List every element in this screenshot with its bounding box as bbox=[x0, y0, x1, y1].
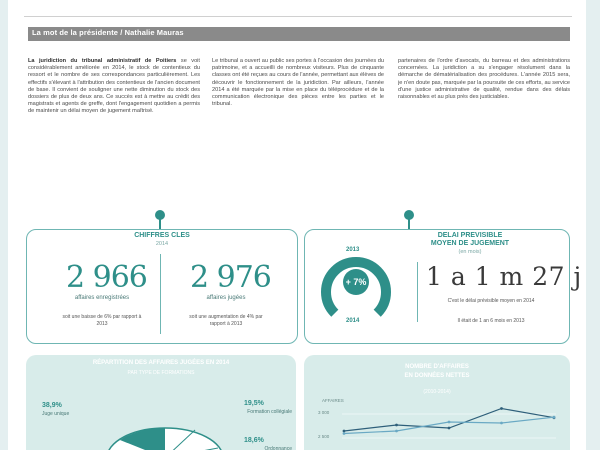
data-point bbox=[343, 430, 346, 433]
intro-text-2: Le tribunal a ouvert au public ses portes à l'occasion des journées du patrimoine, et a accueilli de nombreux visiteurs. Plus de cinquante classes ont été reçues au cours de l'année, permettant aux élèves de découvrir le fonctionnement de la juridiction. Par ailleurs, l'année 2014 a été marquée par la mise en place du téléprocédure et de la communication électronique des pièces entre les parties et le tribunal. bbox=[212, 58, 384, 108]
page-edge-right bbox=[586, 0, 600, 450]
evolution-subtitle: (2010-2014) bbox=[423, 389, 451, 395]
distribution-right2-label: Ordonnance bbox=[264, 446, 292, 450]
delay-title-1: DELAI PREVISIBLE bbox=[437, 232, 503, 239]
delay-note-2: Il était de 1 an 6 mois en 2013 bbox=[457, 318, 525, 324]
key-figures-title: CHIFFRES CLES bbox=[134, 232, 190, 239]
distribution-right-label: Formation collégiale bbox=[247, 409, 292, 415]
data-point bbox=[448, 427, 451, 430]
y-tick-3000: 3 000 bbox=[318, 410, 330, 415]
evolution-title-1: NOMBRE D'AFFAIRES bbox=[405, 364, 469, 370]
data-point bbox=[500, 422, 503, 425]
intro-column-3 bbox=[398, 58, 570, 166]
registered-note: soit une baisse de 6% par rapport à 2013 bbox=[62, 314, 142, 327]
delay-subtitle: (en mois) bbox=[458, 249, 482, 255]
pin-stem bbox=[159, 218, 161, 229]
data-point bbox=[395, 430, 398, 433]
key-figures-year: 2014 bbox=[155, 241, 169, 247]
data-point bbox=[448, 421, 451, 424]
intro-column-2 bbox=[212, 58, 384, 166]
pin-stem bbox=[408, 218, 410, 229]
gauge-top-year: 2013 bbox=[346, 247, 360, 253]
data-point bbox=[500, 407, 503, 410]
registered-label: affaires enregistrées bbox=[74, 295, 130, 301]
section-banner bbox=[28, 27, 570, 41]
registered-value: 2 966 bbox=[66, 260, 147, 295]
banner-title: La mot de la présidente / Nathalie Mauras bbox=[32, 28, 184, 37]
series-label: AFFAIRES bbox=[322, 398, 344, 403]
distribution-left-pct: 38,9% bbox=[42, 402, 62, 409]
data-point bbox=[395, 424, 398, 427]
page-edge-left bbox=[0, 0, 8, 450]
evolution-title-2: EN DONNÉES NETTES bbox=[404, 373, 470, 379]
delay-divider bbox=[417, 262, 418, 322]
judged-label: affaires jugées bbox=[206, 295, 246, 301]
gauge-change: + 7% bbox=[345, 277, 367, 287]
intro-text-3: partenaires de l'ordre d'avocats, du barreau et des administrations concernées. La juridiction a su s'engager résolument dans la démarche de dématérialisation des procédures. L'année 2015 sera, je n'en doute pas, marquée par la poursuite de ces efforts, au service d'une justice administrative de qualité, rendue dans des délais raisonnables et au plus près des justiciables. bbox=[398, 58, 570, 101]
evolution-chart bbox=[320, 400, 558, 450]
data-point bbox=[343, 432, 346, 435]
intro-text-1: se voit considérablement améliorée en 2014, le stock de contentieux du ressort et le nombre de ses correspondances particulièrement. Les effectifs s'élevant à l'attribution des contentieux de l'ancien document de base. Il convient de souligner une nette diminution du stock des dossiers de plus de deux ans. Ce succès est à mettre au crédit des magistrats et agents de greffe, dont l'engagement quotidien a permis de maintenir un délai moyen de jugement maîtrisé. bbox=[28, 58, 200, 115]
series-line-jugées bbox=[344, 417, 554, 433]
distribution-right2-pct: 18,6% bbox=[244, 437, 264, 444]
figures-divider bbox=[160, 254, 161, 334]
distribution-title: RÉPARTITION DES AFFAIRES JUGÉES EN 2014 bbox=[92, 360, 230, 366]
delay-title-2: MOYEN DE JUGEMENT bbox=[430, 240, 510, 247]
y-tick-2500: 2 500 bbox=[318, 434, 330, 439]
gauge-bottom-year: 2014 bbox=[346, 318, 360, 324]
distribution-left-label: Juge unique bbox=[42, 411, 70, 417]
top-rule bbox=[24, 16, 572, 17]
delay-value: 1 a 1 m 27 j bbox=[426, 262, 582, 291]
intro-column-1 bbox=[28, 58, 200, 166]
data-point bbox=[553, 416, 556, 419]
intro-lead: La juridiction du tribunal administratif de Poitiers bbox=[28, 58, 177, 64]
distribution-right-pct: 19,5% bbox=[244, 400, 264, 407]
distribution-subtitle: PAR TYPE DE FORMATIONS bbox=[127, 370, 195, 376]
distribution-pie bbox=[100, 418, 230, 450]
judged-note: soit une augmentation de 4% par rapport à 2013 bbox=[189, 314, 263, 327]
delay-note-1: C'est le délai prévisible moyen en 2014 bbox=[447, 298, 535, 304]
evolution-chart-svg bbox=[320, 400, 558, 450]
judged-value: 2 976 bbox=[190, 260, 271, 295]
